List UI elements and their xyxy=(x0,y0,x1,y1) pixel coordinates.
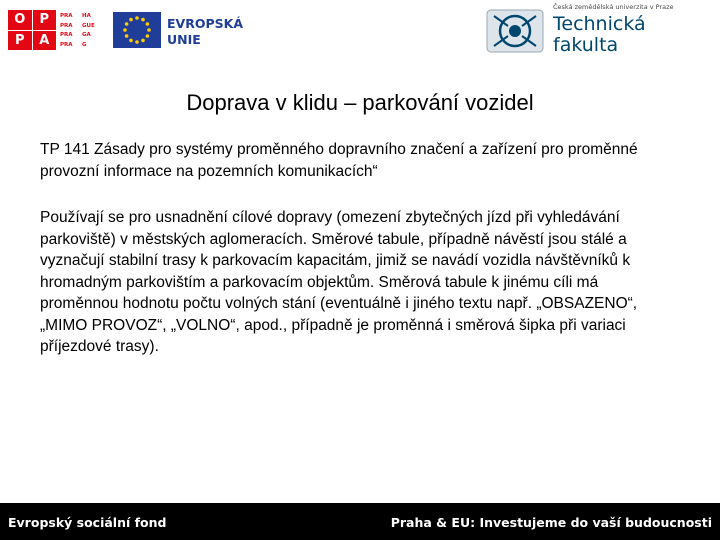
oppa-word: PRA xyxy=(60,13,73,19)
oppa-letter: A xyxy=(33,31,57,51)
faculty-name-line1: Technická xyxy=(553,13,646,35)
oppa-words xyxy=(60,12,104,50)
oppa-word: PRA xyxy=(60,41,73,48)
oppa-letter: O xyxy=(8,10,32,30)
oppa-word: GA xyxy=(82,32,91,38)
oppa-word: GUE xyxy=(82,22,95,29)
footer-right-text: Praha & EU: Investujeme do vaší budoucnosti xyxy=(390,515,712,530)
oppa-word: PRA xyxy=(60,32,73,38)
slide-paragraph-1: TP 141 Zásady pro systémy proměnného dopravního značení a zařízení pro proměnné provozní informace na pozemních komunikacích“ xyxy=(40,141,638,180)
eu-logo-text xyxy=(167,16,243,48)
slide-paragraph-2: Používají se pro usnadnění cílové dopravy (omezení zbytečných jízd při vyhledávání parkoviště) v městských aglomeracích. Směrové tabule, případně návěstí jsou stálé a vyznačují stabilní trasy k parkovacím kapacitám, jimiž se navádí vozidla návštěvníků k hromadným parkovištím a parkovacím objektům. Směrová tabule k jinému cíli má proměnnou hodnotu počtu volných stání (eventuálně i jiného textu např. „OBSAZENO“, „MIMO PROVOZ“, „VOLNO“, apod., případně je proměnná i směrová šipka při variaci příjezdové trasy). xyxy=(40,209,638,355)
oppa-letter: P xyxy=(33,10,57,30)
eu-text-line2: UNIE xyxy=(167,32,201,47)
oppa-word: HA xyxy=(82,13,91,19)
footer-left-text: Evropský sociální fond xyxy=(8,515,167,530)
faculty-name xyxy=(553,14,646,56)
eu-text-line1: EVROPSKÁ xyxy=(167,16,243,31)
oppa-letter: P xyxy=(8,31,32,51)
oppa-logo xyxy=(8,10,104,50)
eu-flag-icon xyxy=(113,12,161,48)
footer-bar xyxy=(0,503,720,540)
oppa-letters xyxy=(8,10,56,50)
oppa-word: PRA xyxy=(60,22,73,29)
faculty-name-line2: fakulta xyxy=(553,34,619,56)
slide-title: Doprava v klidu – parkování vozidel xyxy=(186,90,534,115)
university-name: Česká zemědělská univerzita v Praze xyxy=(553,3,674,11)
oppa-word: G xyxy=(82,41,87,48)
header xyxy=(0,0,720,62)
technical-faculty-emblem-icon xyxy=(486,6,544,54)
